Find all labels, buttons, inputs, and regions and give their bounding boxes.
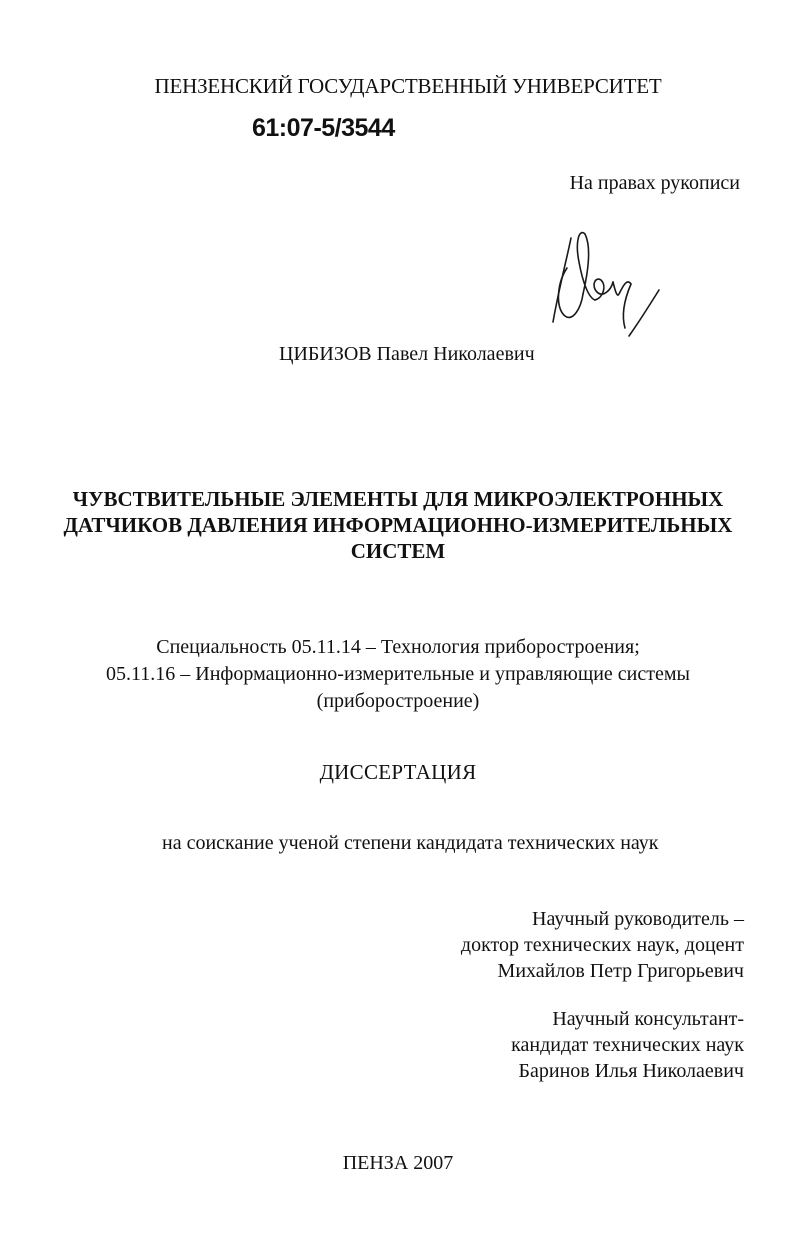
author-name: ЦИБИЗОВ Павел Николаевич xyxy=(279,343,535,365)
supervisor-name: Михайлов Петр Григорьевич xyxy=(497,960,744,982)
consultant-degree: кандидат технических наук xyxy=(511,1034,744,1056)
title-line: ДАТЧИКОВ ДАВЛЕНИЯ ИНФОРМАЦИОННО-ИЗМЕРИТЕЛЬНЫХ xyxy=(63,513,733,537)
dissertation-title xyxy=(0,486,796,564)
title-line: СИСТЕМ xyxy=(350,539,446,563)
manuscript-rights-note: На правах рукописи xyxy=(569,172,740,194)
degree-statement: на соискание ученой степени кандидата технических наук xyxy=(162,832,659,854)
specialty-line: (приборостроение) xyxy=(316,690,480,712)
registry-code: 61:07-5/3544 xyxy=(252,114,395,142)
handwritten-signature-icon xyxy=(545,228,670,338)
supervisor-role: Научный руководитель – xyxy=(532,908,744,930)
specialty-block xyxy=(0,634,796,715)
city-year: ПЕНЗА 2007 xyxy=(342,1152,454,1174)
supervisor-block xyxy=(461,906,744,984)
consultant-name: Баринов Илья Николаевич xyxy=(518,1060,744,1082)
consultant-role: Научный консультант- xyxy=(552,1008,744,1030)
title-line: ЧУВСТВИТЕЛЬНЫЕ ЭЛЕМЕНТЫ ДЛЯ МИКРОЭЛЕКТРОННЫХ xyxy=(72,487,724,511)
university-name: ПЕНЗЕНСКИЙ ГОСУДАРСТВЕННЫЙ УНИВЕРСИТЕТ xyxy=(154,74,662,98)
supervisor-degree: доктор технических наук, доцент xyxy=(460,934,744,956)
consultant-block xyxy=(511,1006,744,1084)
specialty-line: Специальность 05.11.14 – Технология приборостроения; xyxy=(156,636,640,658)
document-type: ДИССЕРТАЦИЯ xyxy=(319,760,477,784)
specialty-line: 05.11.16 – Информационно-измерительные и управляющие системы xyxy=(106,663,690,685)
